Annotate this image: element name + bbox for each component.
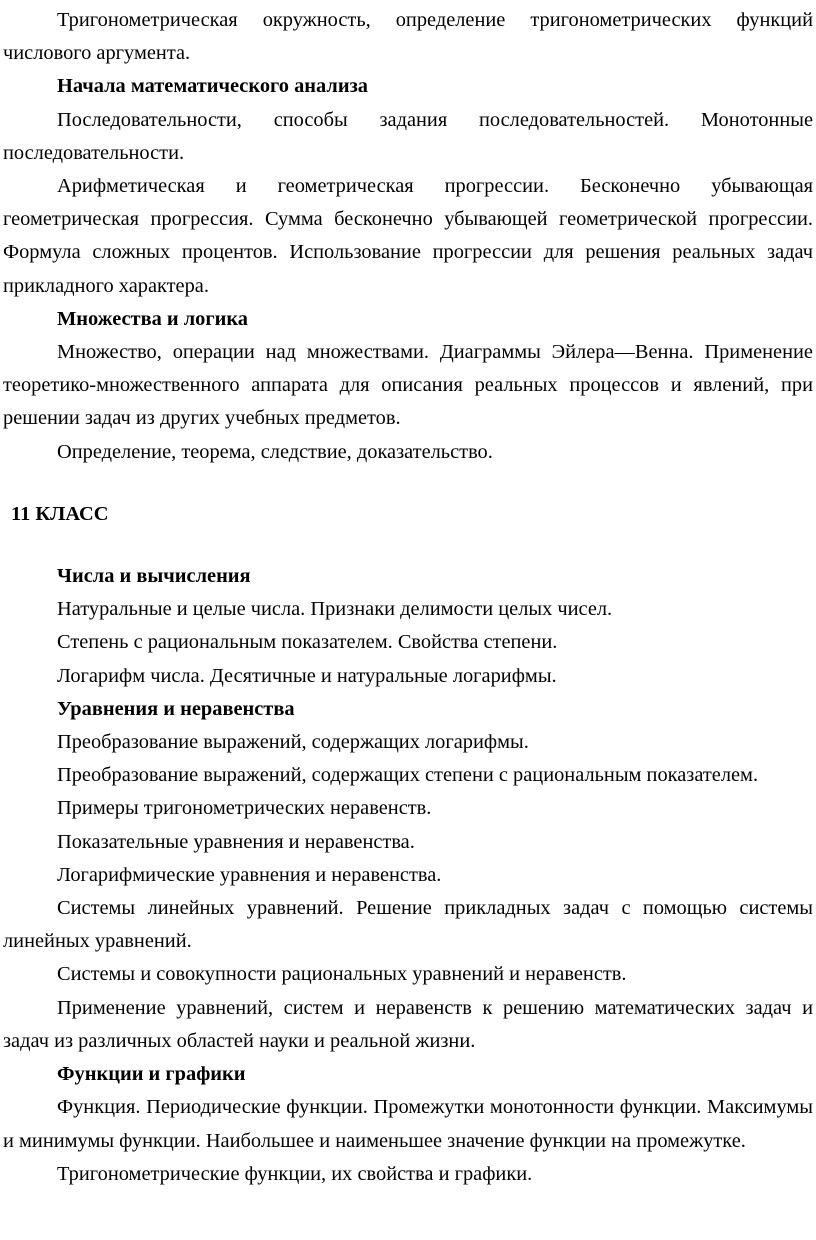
para-log-expressions: Преобразование выражений, содержащих логарифмы. bbox=[57, 731, 529, 754]
heading-equations: Уравнения и неравенства bbox=[57, 697, 295, 720]
para-applications: Применение уравнений, систем и неравенств к решению математических задач и задач из различных областей науки и реальной жизни. bbox=[3, 996, 813, 1052]
heading-numbers: Числа и вычисления bbox=[57, 565, 251, 588]
para-power-expressions: Преобразование выражений, содержащих степени с рациональным показателем. bbox=[57, 764, 759, 787]
para-logarithmic: Логарифмические уравнения и неравенства. bbox=[57, 863, 442, 886]
para-trig-circle: Тригонометрическая окружность, определение тригонометрических функций числового аргумента. bbox=[3, 9, 813, 65]
para-trig-functions: Тригонометрические функции, их свойства и графики. bbox=[57, 1162, 533, 1185]
para-progressions: Арифметическая и геометрическая прогрессии. Бесконечно убывающая геометрическая прогрессия. Сумма бесконечно убывающей геометрической прогрессии. Формула сложных процентов. Использование прогрессии для решения реальных задач прикладного характера. bbox=[3, 175, 813, 297]
para-logarithm: Логарифм числа. Десятичные и натуральные логарифмы. bbox=[57, 664, 557, 687]
heading-sets-logic: Множества и логика bbox=[57, 307, 248, 330]
para-trig-inequalities: Примеры тригонометрических неравенств. bbox=[57, 797, 432, 820]
para-integers: Натуральные и целые числа. Признаки делимости целых чисел. bbox=[57, 598, 613, 621]
para-periodic-functions: Функция. Периодические функции. Промежутки монотонности функции. Максимумы и минимумы функции. Наибольшее и наименьшее значение функции на промежутке. bbox=[3, 1096, 813, 1152]
para-sets: Множество, операции над множествами. Диаграммы Эйлера―Венна. Применение теоретико-множественного аппарата для описания реальных процессов и явлений, при решении задач из других учебных предметов. bbox=[3, 341, 813, 430]
para-sequences: Последовательности, способы задания последовательностей. Монотонные последовательности. bbox=[3, 108, 813, 164]
heading-analysis: Начала математического анализа bbox=[57, 75, 368, 98]
para-rational-power: Степень с рациональным показателем. Свойства степени. bbox=[57, 631, 558, 654]
para-linear-systems: Системы линейных уравнений. Решение прикладных задач с помощью системы линейных уравнений. bbox=[3, 897, 813, 953]
grade-11-title: 11 КЛАСС bbox=[11, 502, 109, 525]
para-definition-theorem: Определение, теорема, следствие, доказательство. bbox=[57, 440, 493, 463]
heading-functions: Функции и графики bbox=[57, 1063, 246, 1086]
spacer bbox=[3, 531, 813, 560]
para-rational-systems: Системы и совокупности рациональных уравнений и неравенств. bbox=[57, 963, 627, 986]
spacer bbox=[3, 469, 813, 498]
para-exponential: Показательные уравнения и неравенства. bbox=[57, 830, 415, 853]
